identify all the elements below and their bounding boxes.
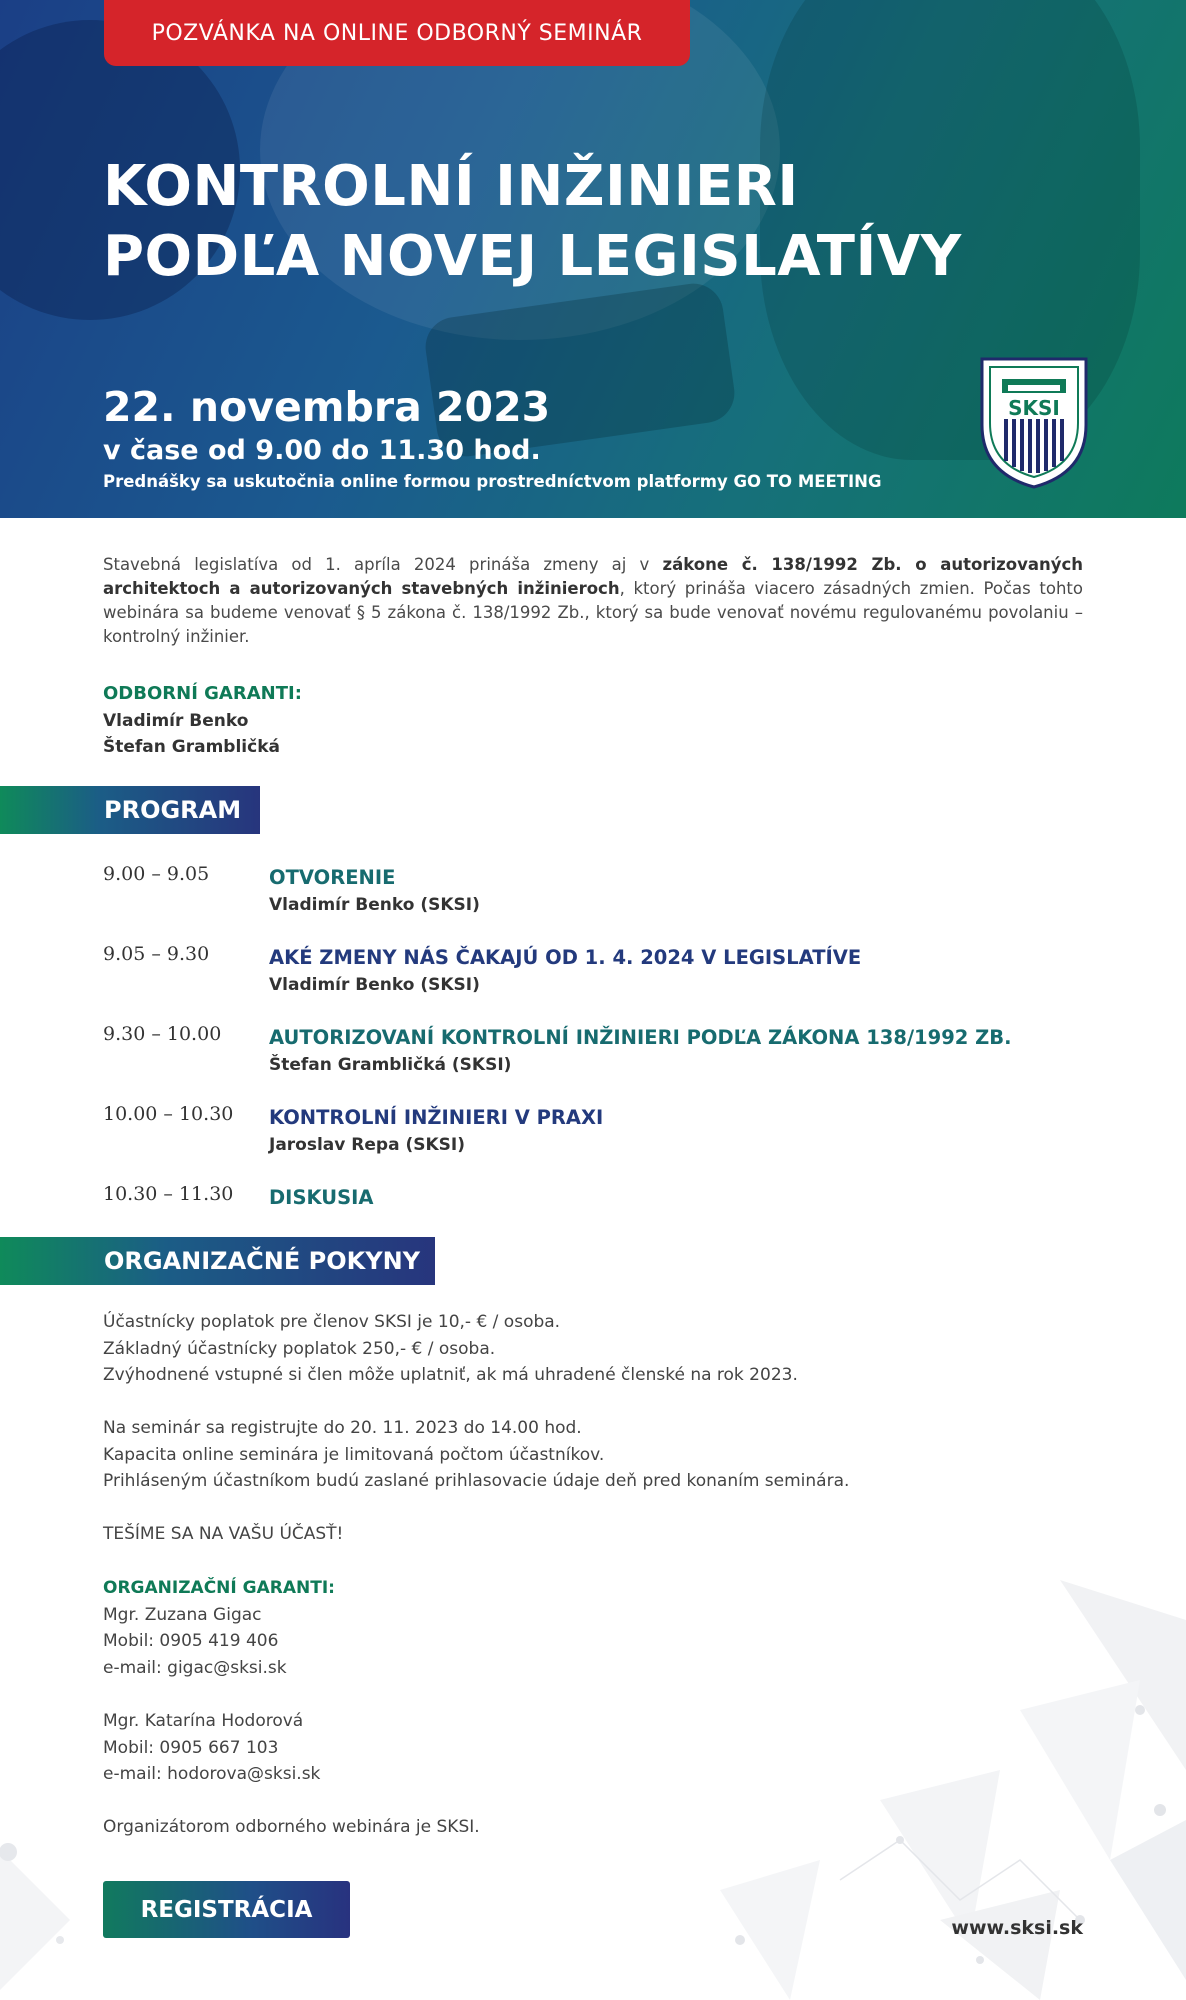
fee-line: Zvýhodnené vstupné si člen môže uplatniť, ak má uhradené členské na rok 2023. [103, 1365, 798, 1385]
program-time: 10.00 – 10.30 [103, 1103, 234, 1125]
website-link[interactable]: www.sksi.sk [951, 1917, 1083, 1939]
contact-name: Mgr. Katarína Hodorová [103, 1711, 304, 1731]
organization-heading: ORGANIZAČNÉ POKYNY [0, 1237, 435, 1285]
registration-line: Prihláseným účastníkom budú zaslané prihlasovacie údaje deň pred konaním seminára. [103, 1471, 850, 1491]
title-line-1: KONTROLNÍ INŽINIERI [103, 154, 799, 219]
program-speaker: Vladimír Benko (SKSI) [269, 895, 480, 915]
program-speaker: Štefan Grambličká (SKSI) [269, 1055, 512, 1075]
sksi-logo [978, 355, 1090, 491]
decorative-triangles [640, 1560, 1186, 2000]
invite-label: POZVÁNKA NA ONLINE ODBORNÝ SEMINÁR [104, 0, 690, 66]
online-note: Prednášky sa uskutočnia online formou prostredníctvom platformy GO TO MEETING [103, 472, 882, 491]
intro-law-name: zákone č. 138/1992 Zb. o autorizovaných architektoch a autorizovaných stavebných inžinieroch [103, 555, 1083, 598]
org-guarantors-heading: ORGANIZAČNÍ GARANTI: [103, 1578, 335, 1598]
program-title: AUTORIZOVANÍ KONTROLNÍ INŽINIERI PODĽA ZÁKONA 138/1992 ZB. [269, 1026, 1012, 1049]
program-speaker: Vladimír Benko (SKSI) [269, 975, 480, 995]
registration-line: Na seminár sa registrujte do 20. 11. 2023 do 14.00 hod. [103, 1418, 582, 1438]
fee-line: Účastnícky poplatok pre členov SKSI je 10,- € / osoba. [103, 1312, 561, 1332]
intro-text-1: Stavebná legislatíva od 1. apríla 2024 prináša zmeny aj v [103, 555, 663, 574]
program-title: AKÉ ZMENY NÁS ČAKAJÚ OD 1. 4. 2024 V LEGISLATÍVE [269, 946, 862, 969]
guarantors-heading: ODBORNÍ GARANTI: [103, 683, 302, 704]
page-title [103, 152, 962, 292]
guarantor-name: Vladimír Benko [103, 711, 249, 731]
program-heading: PROGRAM [0, 786, 260, 834]
contact-name: Mgr. Zuzana Gigac [103, 1605, 262, 1625]
contact-email[interactable]: e-mail: hodorova@sksi.sk [103, 1764, 321, 1784]
program-title: OTVORENIE [269, 866, 396, 889]
registration-line: Kapacita online seminára je limitovaná počtom účastníkov. [103, 1445, 605, 1465]
contact-email[interactable]: e-mail: gigac@sksi.sk [103, 1658, 287, 1678]
event-time: v čase od 9.00 do 11.30 hod. [103, 435, 541, 466]
welcome-text: TEŠÍME SA NA VAŠU ÚČASŤ! [103, 1524, 344, 1544]
intro-text-2: , ktorý prináša viacero zásadných zmien. Počas tohto webinára sa budeme venovať § 5 zákona č. 138/1992 Zb., ktorý sa bude venovať novému regulovanému povolaniu – kontrolný inžinier. [103, 579, 1083, 646]
program-time: 10.30 – 11.30 [103, 1183, 234, 1205]
event-date: 22. novembra 2023 [103, 383, 551, 431]
program-time: 9.05 – 9.30 [103, 943, 210, 965]
contact-mobile: Mobil: 0905 667 103 [103, 1738, 279, 1758]
guarantor-name: Štefan Grambličká [103, 737, 280, 757]
contact-mobile: Mobil: 0905 419 406 [103, 1631, 279, 1651]
fee-line: Základný účastnícky poplatok 250,- € / osoba. [103, 1339, 496, 1359]
intro-paragraph [103, 553, 1083, 649]
program-title: DISKUSIA [269, 1186, 374, 1209]
title-line-2: PODĽA NOVEJ LEGISLATÍVY [103, 224, 962, 289]
registration-button[interactable]: REGISTRÁCIA [103, 1881, 350, 1938]
program-speaker: Jaroslav Repa (SKSI) [269, 1135, 465, 1155]
program-time: 9.00 – 9.05 [103, 863, 210, 885]
organizer-note: Organizátorom odborného webinára je SKSI. [103, 1817, 480, 1837]
program-time: 9.30 – 10.00 [103, 1023, 222, 1045]
logo-text: SKSI [1008, 396, 1060, 420]
program-title: KONTROLNÍ INŽINIERI V PRAXI [269, 1106, 604, 1129]
